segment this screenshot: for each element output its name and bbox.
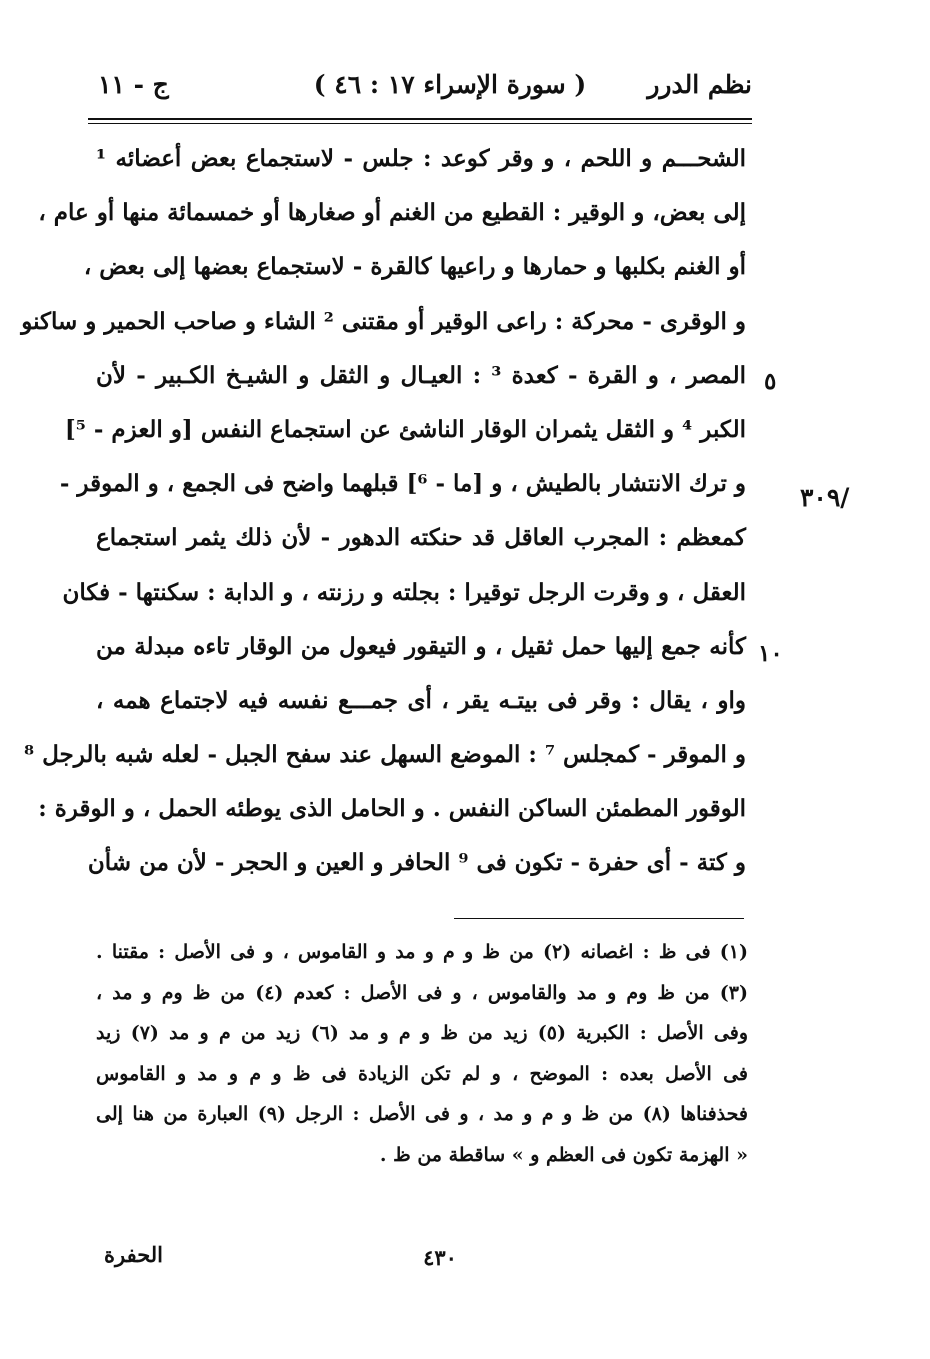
- running-head-volume: ج - ١١: [98, 70, 169, 99]
- text-line: و الوقرى - محركة : راعى الوقير أو مقتنى ² الشاء و صاحب الحمير و ساكنو: [21, 307, 746, 335]
- header-rule: [88, 118, 752, 120]
- footnote-line: فى الأصل بعده : الموضح ، و لم تكن الزيادة فى ظ و م و مد و القاموس: [96, 1062, 748, 1085]
- text-line: الكبر ⁴ و الثقل يثمران الوقار الناشئ عن استجماع النفس [و العزم - ⁵]: [64, 415, 746, 443]
- text-line: واو ، يقال : وقر فى بيتـه يقر ، أى جمـــع نفسه فيه لاجتماع همه ،: [96, 686, 746, 714]
- text-line: و كتة - أى حفرة - تكون فى ⁹ الحافر و العين و الحجر - لأن من شأن: [87, 849, 746, 877]
- footnote-line: وفى الأصل : الكبرية (٥) زيد من ظ و م و مد (٦) زيد من م و مد (٧) زيد: [96, 1022, 748, 1044]
- page-number: ٤٣٠: [423, 1245, 457, 1270]
- line-number-5: ٥: [764, 368, 777, 395]
- text-line: و الموقر - كمجلس ⁷ : الموضع السهل عند سفح الجبل - لعله شبه بالرجل ⁸: [24, 741, 746, 769]
- margin-page-reference: /٣٠٩: [800, 483, 850, 512]
- header-rule-thin: [88, 123, 752, 124]
- text-line: كمعظم : المجرب العاقل قد حنكته الدهور - لأن ذلك يثمر استجماع: [96, 524, 746, 552]
- text-line: الوقور المطمئن الساكن النفس . و الحامل الذى يوطئه الحمل ، و الوقرة :: [38, 795, 746, 823]
- main-text: [21, 132, 746, 891]
- catchword: الحفرة: [104, 1242, 164, 1267]
- line-number-10: ١٠: [758, 640, 783, 667]
- text-line: كأنه جمع إليها حمل ثقيل ، و التيقور فيعول من الوقار تاءه مبدلة من: [96, 632, 746, 660]
- footnote-line: فحذفناها (٨) من ظ و م و مد ، و فى الأصل : الرجل (٩) العبارة من هنا إلى: [96, 1103, 749, 1125]
- text-line: المصر ، و القرة - كعدة ³ : العيـال و الثقل و الشيـخ الكـبير - لأن: [96, 361, 746, 389]
- running-head-surah: ( سورة الإسراء ١٧ : ٤٦ ): [313, 70, 587, 99]
- footnote-line: (٣) من ظ وم و مد والقاموس ، و فى الأصل : كعدم (٤) من ظ وم و مد ،: [96, 981, 748, 1004]
- text-line: أو الغنم بكلبها و حمارها و راعيها كالقرة - لاستجماع بعضها إلى بعض ،: [83, 253, 746, 281]
- text-line: العقل ، و وقرت الرجل توقيرا : بجلته و رزنته ، و الدابة : سكنتها - فكان: [62, 578, 746, 606]
- footnote-line: « الهزمة تكون فى العظم و » ساقطة من ظ .: [379, 1143, 748, 1166]
- footnote-rule: [454, 918, 744, 919]
- footnotes: [96, 932, 748, 1175]
- footnote-line: (١) فى ظ : اغصانه (٢) من ظ و م و مد و القاموس ، و فى الأصل : مقتنا .: [96, 941, 748, 963]
- text-line: و ترك الانتشار بالطيش ، و [ما - ⁶] قبلهما واضح فى الجمع ، و الموقر -: [59, 470, 746, 498]
- text-line: إلى بعض، و الوقير : القطيع من الغنم أو صغارها أو خمسمائة منها أو عام ،: [38, 199, 746, 227]
- running-head-book-title: نظم الدرر: [647, 70, 752, 99]
- text-line: الشحـــم و اللحم ، و وقر كوعد : جلس - لاستجماع بعض أعضائه ¹: [96, 145, 746, 172]
